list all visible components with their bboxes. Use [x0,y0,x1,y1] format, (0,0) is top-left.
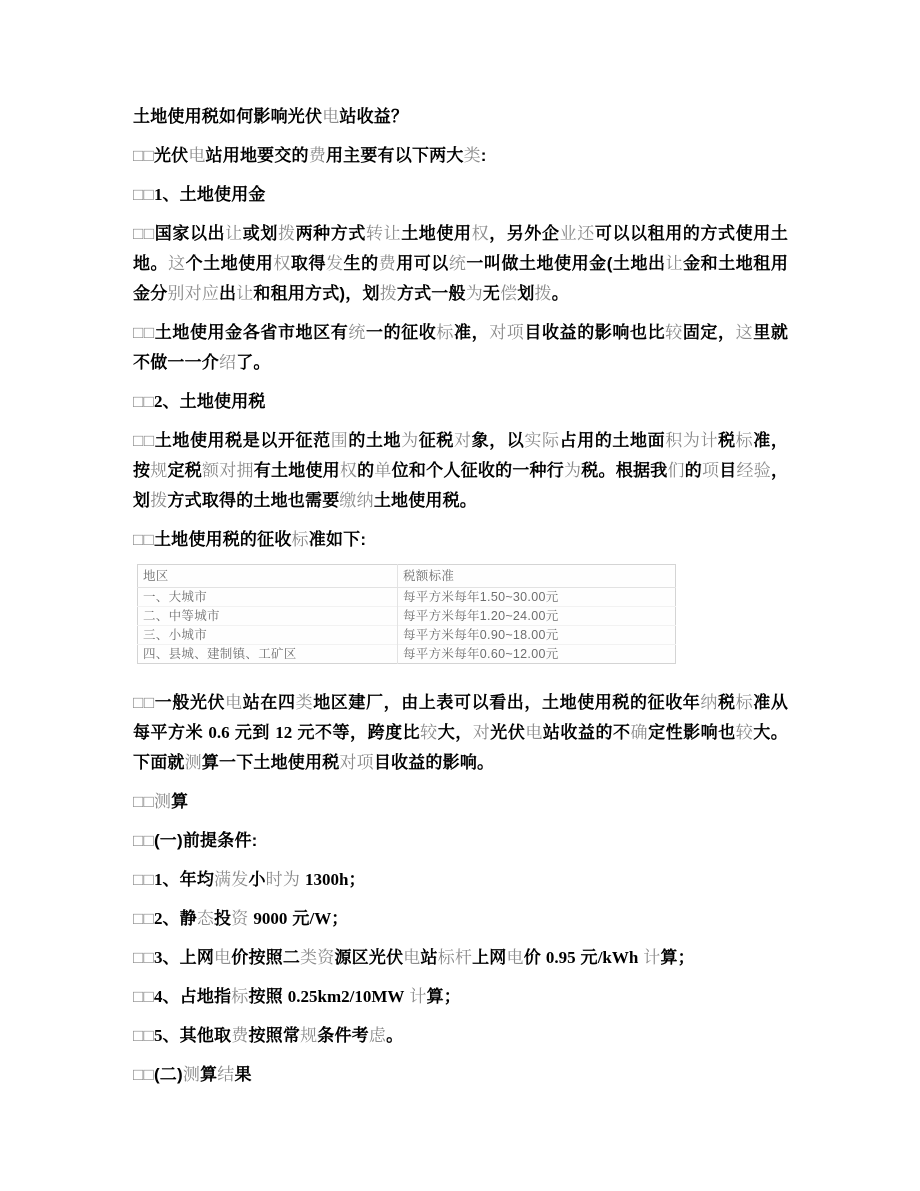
table-row [138,588,676,607]
premise-item-2: □□2、静态投资 9000 元/W； [133,909,349,928]
table-row [138,607,676,626]
page-title: 土地使用税如何影响光伏电站收益？ [133,107,409,126]
table-header-row [138,565,676,588]
tax-standard-cell: 每平方米每年0.90~18.00元 [398,626,676,645]
region-cell: 四、县城、建制镇、工矿区 [138,645,398,664]
intro-paragraph: □□光伏电站用地要交的费用主要有以下两大类: [133,146,487,165]
table-header-tax-standard: 税额标准 [398,565,676,588]
premise-item-3: □□3、上网电价按照二类资源区光伏电站标杆上网电价 0.95 元/kWh 计算； [133,948,695,967]
table-row [138,626,676,645]
analysis-paragraph: □□一般光伏电站在四类地区建厂，由上表可以看出，土地使用税的征收年纳税标准从每平方米 0.6 元到 12 元不等，跨度比较大，对光伏电站收益的不确定性影响也较大。下面就测算一下土地使用税对项目收益的影响。 [133,693,789,772]
tax-standard-cell: 每平方米每年1.20~24.00元 [398,607,676,626]
region-cell: 一、大城市 [143,590,208,604]
section-heading-calculation: □□测算 [133,792,189,811]
land-use-fee-paragraph-1: □□国家以出让或划拨两种方式转让土地使用权，另外企业还可以以租用的方式使用土地。这个土地使用权取得发生的费用可以统一叫做土地使用金(土地出让金和土地租用金分别对应出让和租用方式)，划拨方式一般为无偿划拨。 [133,224,789,303]
subsection-heading-results: □□(二)测算结果 [133,1065,252,1084]
tax-standard-cell: 每平方米每年1.50~30.00元 [398,588,676,607]
section-heading-land-use-fee: □□1、土地使用金 [133,185,266,204]
land-use-tax-paragraph-1: □□土地使用税是以开征范围的土地为征税对象，以实际占用的土地面积为计税标准，按规定税额对拥有土地使用权的单位和个人征收的一种行为税。根据我们的项目经验，划拨方式取得的土地也需要缴纳土地使用税。 [133,431,789,510]
land-use-tax-paragraph-2: □□土地使用税的征收标准如下: [133,530,367,549]
premise-item-1: □□1、年均满发小时为 1300h； [133,870,366,889]
subsection-heading-premises: □□(一)前提条件: [133,831,258,850]
premise-item-4: □□4、占地指标按照 0.25km2/10MW 计算； [133,987,461,1006]
tax-rate-table-container [137,564,788,664]
document-page [133,0,788,1090]
table-row [138,645,676,664]
region-cell: 二、中等城市 [138,607,398,626]
premise-item-5: □□5、其他取费按照常规条件考虑。 [133,1026,404,1045]
land-use-fee-paragraph-2: □□土地使用金各省市地区有统一的征收标准，对项目收益的影响也比较固定，这里就不做一一介绍了。 [133,323,789,372]
table-header-region: 地区 [138,565,398,588]
tax-standard-cell: 每平方米每年0.60~12.00元 [398,645,676,664]
tax-rate-table [137,564,676,664]
region-cell: 三、小城市 [138,626,398,645]
section-heading-land-use-tax: □□2、土地使用税 [133,392,266,411]
